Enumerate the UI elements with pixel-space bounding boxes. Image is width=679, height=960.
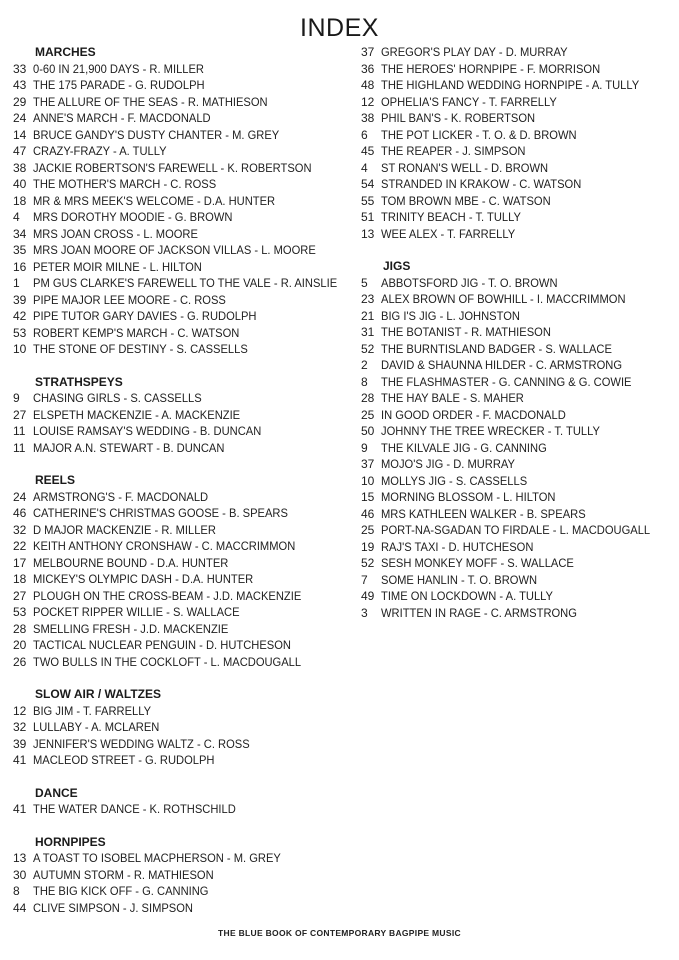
page-number: 5 [361,275,368,290]
index-column-left [13,44,358,916]
page-number: 37 [361,45,375,59]
page-number: 52 [361,341,375,356]
index-section-dance [13,785,358,818]
tune-title: MOLLYS JIG - S. CASSELLS [381,473,528,488]
index-entry [13,736,358,753]
page-number: 42 [13,309,27,323]
tune-title: MRS JOAN CROSS - L. MOORE [33,226,198,241]
index-section-slow-air-waltzes [13,686,358,769]
page-number: 46 [361,506,375,521]
page-number: 7 [361,572,368,587]
page-number: 30 [13,867,27,882]
tune-title: THE HAY BALE - S. MAHER [381,391,524,405]
index-entry [13,325,358,342]
index-entry [361,94,671,111]
page-number: 8 [361,374,368,389]
index-entry [13,242,358,259]
index-entry [361,176,671,193]
index-entry [13,176,358,193]
index-entry [361,275,671,292]
index-entry [361,605,671,622]
page-number: 44 [13,900,27,915]
tune-title: ST RONAN'S WELL - D. BROWN [381,160,549,175]
page-number: 24 [13,111,27,125]
tune-title: ARMSTRONG'S - F. MACDONALD [33,489,209,504]
page-number: 12 [13,703,27,718]
page-number: 21 [361,308,375,323]
tune-title: MOJO'S JIG - D. MURRAY [381,457,515,471]
page-number: 13 [361,226,375,241]
page-number: 39 [13,736,27,751]
page-number: 40 [13,177,27,191]
tune-title: OPHELIA'S FANCY - T. FARRELLY [381,94,557,109]
page-number: 22 [13,539,27,553]
tune-title: ROBERT KEMP'S MARCH - C. WATSON [33,325,240,340]
page-number: 33 [13,61,27,76]
page-number: 2 [361,358,368,372]
tune-title: LULLABY - A. MCLAREN [33,720,160,734]
tune-title: A TOAST TO ISOBEL MACPHERSON - M. GREY [33,851,281,865]
page-number: 47 [13,144,27,158]
page-number: 53 [13,605,27,619]
section-heading: STRATHSPEYS [35,374,123,389]
index-entry [361,357,671,374]
page-number: 25 [361,407,375,422]
tune-title: JACKIE ROBERTSON'S FAREWELL - K. ROBERTSON [33,160,312,175]
tune-title: POCKET RIPPER WILLIE - S. WALLACE [33,605,240,619]
tune-title: PIPE MAJOR LEE MOORE - C. ROSS [33,292,226,307]
index-entry [13,703,358,720]
page-number: 32 [13,720,27,734]
index-entry [13,489,358,506]
index-entry [361,456,671,473]
page-number: 26 [13,654,27,669]
tune-title: AUTUMN STORM - R. MATHIESON [33,867,214,882]
page-number: 38 [13,160,27,175]
page-number: 27 [13,407,27,422]
index-entry [361,506,671,523]
tune-title: THE 175 PARADE - G. RUDOLPH [33,78,205,92]
page-number: 16 [13,259,27,274]
page-number: 48 [361,78,375,92]
index-entry [361,143,671,160]
page-number: 54 [361,177,375,191]
index-entry [13,654,358,671]
tune-title: SOME HANLIN - T. O. BROWN [381,572,538,587]
index-entry [13,604,358,621]
tune-title: CLIVE SIMPSON - J. SIMPSON [33,900,193,915]
tune-title: THE KILVALE JIG - G. CANNING [381,440,547,455]
tune-title: THE BURNTISLAND BADGER - S. WALLACE [381,341,612,356]
tune-title: ANNE'S MARCH - F. MACDONALD [33,111,211,125]
section-heading: HORNPIPES [35,834,106,849]
section-heading: MARCHES [35,45,96,59]
section-heading: REELS [35,473,76,487]
tune-title: RAJ'S TAXI - D. HUTCHESON [381,539,534,554]
tune-title: DAVID & SHAUNNA HILDER - C. ARMSTRONG [381,358,623,372]
index-entry [361,61,671,78]
tune-title: MAJOR A.N. STEWART - B. DUNCAN [33,440,225,455]
index-entry [361,555,671,572]
tune-title: THE POT LICKER - T. O. & D. BROWN [381,127,577,142]
page-number: 28 [13,621,27,636]
page-number: 51 [361,210,375,224]
tune-title: CHASING GIRLS - S. CASSELLS [33,391,202,405]
page-number: 11 [13,424,26,438]
index-entry [361,407,671,424]
tune-title: STRANDED IN KRAKOW - C. WATSON [381,177,582,191]
index-entry [361,473,671,490]
index-entry [13,423,358,440]
index-entry [361,308,671,325]
page-number: 43 [13,78,27,92]
index-entry [13,193,358,210]
index-entry [13,621,358,638]
index-entry [361,522,671,539]
index-entry [361,324,671,341]
tune-title: MACLEOD STREET - G. RUDOLPH [33,753,215,767]
index-entry [13,390,358,407]
index-entry [13,127,358,144]
index-entry [361,341,671,358]
page-number: 20 [13,638,27,652]
index-entry [13,226,358,243]
index-entry [361,423,671,440]
tune-title: GREGOR'S PLAY DAY - D. MURRAY [381,45,568,59]
index-entry [13,555,358,572]
index-entry [361,193,671,210]
index-entry [13,275,358,292]
page-number: 35 [13,243,27,257]
index-entry [13,259,358,276]
index-section-continued [361,44,671,242]
page-number: 24 [13,489,27,504]
page-number: 8 [13,884,20,898]
index-section-strathspeys [13,374,358,457]
tune-title: THE FLASHMASTER - G. CANNING & G. COWIE [381,374,632,389]
tune-title: SMELLING FRESH - J.D. MACKENZIE [33,621,229,636]
index-entry [361,160,671,177]
index-entry [13,440,358,457]
page-number: 19 [361,539,375,554]
index-entry [13,110,358,127]
index-entry [13,883,358,900]
index-entry [13,538,358,555]
tune-title: WEE ALEX - T. FARRELLY [381,226,516,241]
tune-title: THE HEROES' HORNPIPE - F. MORRISON [381,61,601,76]
page-number: 11 [13,440,26,455]
page-number: 55 [361,193,375,208]
index-entry [13,900,358,917]
page-number: 34 [13,226,27,241]
index-entry [13,505,358,522]
page-number: 13 [13,851,27,865]
tune-title: THE HIGHLAND WEDDING HORNPIPE - A. TULLY [381,78,640,92]
index-entry [361,572,671,589]
tune-title: KEITH ANTHONY CRONSHAW - C. MACCRIMMON [33,539,296,553]
page-number: 4 [361,160,368,175]
tune-title: BIG I'S JIG - L. JOHNSTON [381,308,520,323]
index-entry [361,209,671,226]
tune-title: LOUISE RAMSAY'S WEDDING - B. DUNCAN [33,424,262,438]
page-number: 9 [13,391,20,405]
page-number: 4 [13,210,20,224]
page-number: 9 [361,440,368,455]
index-entry [361,440,671,457]
tune-title: ELSPETH MACKENZIE - A. MACKENZIE [33,407,241,422]
index-entry [361,77,671,94]
tune-title: MELBOURNE BOUND - D.A. HUNTER [33,555,229,570]
page-number: 37 [361,457,375,471]
index-entry [13,588,358,605]
page-number: 3 [361,605,368,620]
tune-title: THE MOTHER'S MARCH - C. ROSS [33,177,217,191]
tune-title: BIG JIM - T. FARRELLY [33,703,152,718]
index-entry [361,588,671,605]
tune-title: JENNIFER'S WEDDING WALTZ - C. ROSS [33,736,250,751]
tune-title: CRAZY-FRAZY - A. TULLY [33,144,167,158]
section-heading: SLOW AIR / WALTZES [35,687,161,701]
tune-title: TWO BULLS IN THE COCKLOFT - L. MACDOUGALL [33,654,302,669]
page-number: 36 [361,61,375,76]
index-entry [361,44,671,61]
tune-title: THE BOTANIST - R. MATHIESON [381,325,551,339]
tune-title: CATHERINE'S CHRISTMAS GOOSE - B. SPEARS [33,506,288,520]
page-number: 17 [13,555,27,570]
tune-title: D MAJOR MACKENZIE - R. MILLER [33,522,216,537]
index-section-reels [13,472,358,670]
index-entry [13,752,358,769]
tune-title: THE WATER DANCE - K. ROTHSCHILD [33,802,236,816]
page-number: 25 [361,523,375,537]
page-number: 41 [13,753,27,767]
tune-title: PORT-NA-SGADAN TO FIRDALE - L. MACDOUGALL [381,523,651,537]
tune-title: WRITTEN IN RAGE - C. ARMSTRONG [381,605,577,620]
index-entry [13,143,358,160]
index-section-jigs [361,258,671,621]
page-title: INDEX [300,14,379,42]
tune-title: THE ALLURE OF THE SEAS - R. MATHIESON [33,94,268,109]
tune-title: THE STONE OF DESTINY - S. CASSELLS [33,342,248,356]
tune-title: PIPE TUTOR GARY DAVIES - G. RUDOLPH [33,309,257,323]
tune-title: PLOUGH ON THE CROSS-BEAM - J.D. MACKENZIE [33,588,302,603]
tune-title: TACTICAL NUCLEAR PENGUIN - D. HUTCHESON [33,638,291,652]
page-number: 10 [13,342,27,356]
tune-title: PETER MOIR MILNE - L. HILTON [33,259,202,274]
index-entry [13,94,358,111]
index-entry [361,390,671,407]
index-entry [13,77,358,94]
tune-title: PHIL BAN'S - K. ROBERTSON [381,111,536,125]
page-number: 6 [361,127,368,142]
index-entry [13,308,358,325]
page-number: 39 [13,292,27,307]
section-heading: DANCE [35,785,78,800]
index-section-hornpipes [13,834,358,917]
page-number: 32 [13,522,27,537]
index-entry [361,374,671,391]
tune-title: JOHNNY THE TREE WRECKER - T. TULLY [381,424,600,438]
page-number: 29 [13,94,27,109]
page-number: 10 [361,473,375,488]
page-number: 50 [361,424,375,438]
tune-title: PM GUS CLARKE'S FAREWELL TO THE VALE - R. AINSLIE [33,276,338,290]
tune-title: THE REAPER - J. SIMPSON [381,144,526,158]
tune-title: IN GOOD ORDER - F. MACDONALD [381,407,566,422]
tune-title: BRUCE GANDY'S DUSTY CHANTER - M. GREY [33,127,280,142]
page-number: 38 [361,111,375,125]
index-column-right [361,44,671,621]
tune-title: TOM BROWN MBE - C. WATSON [381,193,551,208]
tune-title: MRS DOROTHY MOODIE - G. BROWN [33,210,233,224]
page-number: 23 [361,292,375,306]
index-entry [13,341,358,358]
page-number: 41 [13,802,27,816]
index-entry [13,571,358,588]
index-entry [361,110,671,127]
tune-title: MRS KATHLEEN WALKER - B. SPEARS [381,506,586,521]
page-number: 49 [361,589,375,603]
index-entry [13,160,358,177]
index-entry [13,61,358,78]
page-number: 45 [361,144,375,158]
index-entry [13,719,358,736]
tune-title: ALEX BROWN OF BOWHILL - I. MACCRIMMON [381,292,626,306]
index-entry [13,522,358,539]
tune-title: THE BIG KICK OFF - G. CANNING [33,884,209,898]
index-entry [13,850,358,867]
page-number: 27 [13,588,27,603]
tune-title: MR & MRS MEEK'S WELCOME - D.A. HUNTER [33,193,276,208]
page-number: 31 [361,325,375,339]
index-entry [13,867,358,884]
page-number: 12 [361,94,375,109]
tune-title: TRINITY BEACH - T. TULLY [381,210,521,224]
tune-title: MORNING BLOSSOM - L. HILTON [381,490,556,504]
book-title-footer: THE BLUE BOOK OF CONTEMPORARY BAGPIPE MUSIC [218,928,461,938]
page-number: 46 [13,506,27,520]
tune-title: SESH MONKEY MOFF - S. WALLACE [381,556,574,570]
index-entry [361,539,671,556]
index-entry [361,489,671,506]
page-number: 15 [361,490,375,504]
index-entry [13,407,358,424]
page-number: 18 [13,572,27,586]
index-entry [361,291,671,308]
tune-title: ABBOTSFORD JIG - T. O. BROWN [381,275,558,290]
index-section-marches [13,44,358,358]
index-entry [361,226,671,243]
section-heading: JIGS [383,259,411,273]
index-entry [361,127,671,144]
tune-title: MICKEY'S OLYMPIC DASH - D.A. HUNTER [33,572,254,586]
page-number: 14 [13,127,27,142]
index-entry [13,637,358,654]
tune-title: TIME ON LOCKDOWN - A. TULLY [381,589,553,603]
page-number: 1 [13,276,20,290]
page-number: 52 [361,556,375,570]
tune-title: MRS JOAN MOORE OF JACKSON VILLAS - L. MOORE [33,243,316,257]
index-entry [13,292,358,309]
index-entry [13,209,358,226]
index-entry [13,801,358,818]
page-number: 53 [13,325,27,340]
page-number: 18 [13,193,27,208]
page-number: 28 [361,391,375,405]
tune-title: 0-60 IN 21,900 DAYS - R. MILLER [33,61,204,76]
